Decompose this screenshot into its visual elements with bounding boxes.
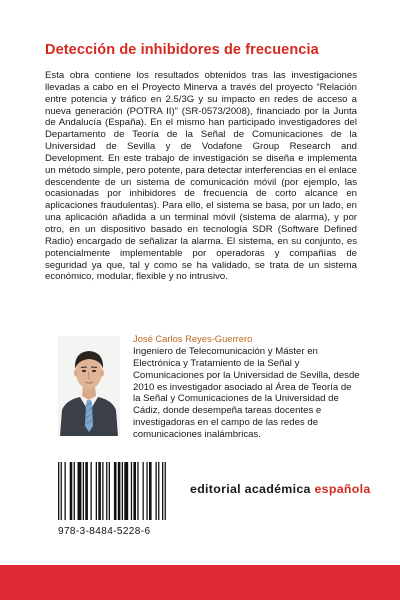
publisher-name-part1: editorial académica — [190, 482, 311, 496]
publisher-name-part2: española — [314, 482, 371, 496]
author-biography — [133, 346, 361, 441]
author-portrait-icon — [58, 336, 120, 436]
author-photo — [58, 336, 120, 436]
book-abstract — [45, 70, 357, 283]
book-title: Detección de inhibidores de frecuencia — [45, 42, 319, 58]
author-bio-text: Ingeniero de Telecomunicación y Máster en Electrónica y Tratamiento de la Señal y Comunicaciones por la Universidad de Sevilla, desde 2010 es investigador asociado al Área de Teoría de la Señal y Comunicaciones de la Universidad de Cádiz, donde desempeña tareas docentes e investigadoras en el campo de las redes de comunicaciones inalámbricas. — [133, 346, 360, 440]
isbn-number: 978-3-8484-5228-6 — [58, 526, 151, 537]
publisher-logo — [190, 482, 371, 496]
author-name: José Carlos Reyes-Guerrero — [133, 333, 253, 344]
barcode-icon — [48, 458, 173, 528]
bottom-color-band — [0, 565, 400, 600]
abstract-text: Esta obra contiene los resultados obtenidos tras las investigaciones llevadas a cabo en el Proyecto Minerva a través del proyecto “Relación entre potencia y tráfico en 2.5/3G y su impacto en redes de acceso a nueva generación (POTRA II)” (SR-0573/2008), financiado por la Junta de Andalucía (España). En el mismo han participado investigadores del Departamento de Teoría de la Señal de Comunicaciones de la Universidad de Sevilla y de Vodafone Group Research and Development. En este trabajo de investigación se diseña e implementa un método simple, pero potente, para detectar interferencias en el enlace descendente de un sistema de comunicación móvil (por ejemplo, las ocasionadas por inhibidores de frecuencia de corto alcance en aplicaciones fraudulentas). Para ello, el sistema se basa, por un lado, en una aplicación añadida a un terminal móvil (sistema de alarma), y por otro, en un dispositivo basado en tecnología SDR (Software Defined Radio) encargado de señalizar la alarma. El sistema, en su conjunto, es potencialmente implementable por operadoras y compañías de seguridad ya que, tal y como se ha validado, se trata de un sistema económico, modular, flexible y no intrusivo. — [45, 70, 357, 283]
isbn-barcode — [48, 458, 173, 553]
